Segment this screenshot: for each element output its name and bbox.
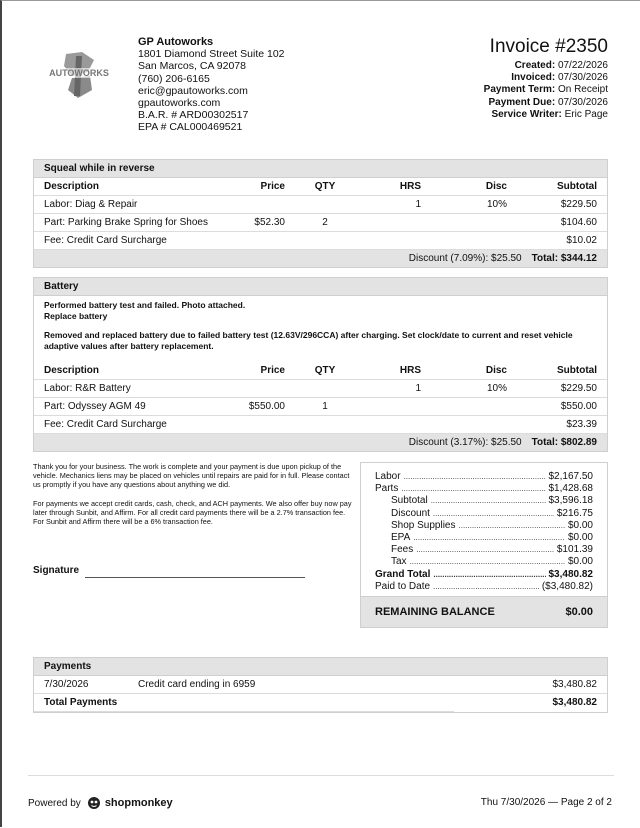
shopmonkey-icon: [87, 796, 101, 810]
terms-text: [33, 462, 353, 535]
remaining-balance: [361, 596, 607, 627]
remaining-balance-value: $0.00: [565, 606, 593, 618]
payment-date: 7/30/2026: [34, 676, 128, 694]
payments-total-row: [34, 694, 607, 712]
shop-address-2: San Marcos, CA 92078: [138, 60, 246, 73]
job-title: Battery: [34, 278, 607, 296]
shop-phone: (760) 206-6165: [138, 72, 210, 85]
job-note: Removed and replaced battery due to failed battery test (12.63V/296CCA) after charging. Set clock/date to current and reset vehicle adaptive values after battery replacement.: [44, 330, 573, 351]
job-total-row: [34, 250, 607, 268]
job-squeal-section: [33, 159, 608, 268]
summary-subtotal: Subtotal ..... $3,596.18: [375, 495, 593, 507]
summary-discount: Discount ..... $216.75: [375, 508, 593, 520]
payments-total-label: Total Payments: [34, 694, 454, 712]
shop-epa-number: EPA # CAL000469521: [138, 121, 243, 134]
terms-paragraph: For payments we accept credit cards, cash, check, and ACH payments. We also offer buy now pay later through Sunbit, and Affirm. For all credit card payments there will be a 2.7% transaction fee. For Sunbit and Affirm there will be a 6% transaction fee.: [33, 498, 352, 527]
payments-table: [34, 676, 607, 712]
table-row: Labor: Diag & Repair 1 10% $229.50: [34, 196, 607, 214]
shop-email: eric@gpautoworks.com: [138, 84, 248, 97]
summary-epa: EPA ..... $0.00: [375, 532, 593, 544]
table-row: Fee: Credit Card Surcharge $10.02: [34, 232, 607, 250]
job-total: Total: $802.89: [531, 437, 597, 448]
job-discount: Discount (7.09%): $25.50: [408, 253, 522, 264]
summary-grand-total: Grand Total ..... $3,480.82: [375, 569, 593, 581]
job-total-row: [34, 434, 607, 452]
job-discount: Discount (3.17%): $25.50: [408, 437, 522, 448]
invoice-created: Created: 07/22/2026: [514, 60, 608, 71]
invoice-payment-term: Payment Term: On Receipt: [483, 84, 608, 96]
powered-by: [28, 796, 173, 810]
summary-parts: Parts ..... $1,428.68: [375, 483, 593, 495]
remaining-balance-label: REMAINING BALANCE: [375, 606, 495, 618]
shop-address-1: 1801 Diamond Street Suite 102: [138, 48, 285, 61]
terms-paragraph: Thank you for your business. The work is complete and your payment is due upon pickup of the vehicle. Mechanics liens may be placed on vehicles until repairs are paid for in full. Please contact us promptly if you have any questions about anything we did.: [33, 462, 350, 490]
payments-total-value: $3,480.82: [552, 697, 597, 709]
invoice-payment-due: Payment Due: 07/30/2026: [488, 96, 608, 108]
invoice-service-writer: Service Writer: Eric Page: [491, 108, 608, 120]
table-row: [34, 676, 607, 694]
invoice-title: Invoice #2350: [489, 36, 608, 57]
shopmonkey-brand: shopmonkey: [104, 797, 173, 809]
shop-info: [138, 36, 285, 134]
autoworks-logo: [42, 50, 116, 100]
table-header-row: Description Price QTY HRS Disc Subtotal: [34, 362, 607, 380]
job-notes: [34, 296, 607, 362]
footer-divider: [28, 775, 614, 776]
job-total: Total: $344.12: [531, 253, 597, 264]
shop-website: gpautoworks.com: [138, 97, 221, 110]
page-indicator: Thu 7/30/2026 — Page 2 of 2: [480, 797, 612, 808]
invoice-header: [484, 36, 608, 121]
table-row: Part: Parking Brake Spring for Shoes $52.30 2 $104.60: [34, 214, 607, 232]
summary-shop-supplies: Shop Supplies ..... $0.00: [375, 520, 593, 532]
invoice-invoiced: Invoiced: 07/30/2026: [511, 72, 608, 84]
signature-label: Signature: [33, 565, 80, 576]
logo-text: AUTOWORKS: [49, 68, 109, 78]
summary-fees: Fees ..... $101.39: [375, 544, 593, 556]
powered-by-label: Powered by: [28, 797, 81, 809]
payment-method: Credit card ending in 6959: [128, 676, 454, 694]
signature-line[interactable]: [85, 577, 305, 578]
table-row: Labor: R&R Battery 1 10% $229.50: [34, 380, 607, 398]
job-battery-section: [33, 277, 608, 452]
job-note: Performed battery test and failed. Photo attached.: [44, 300, 246, 310]
job-items-table: [34, 178, 607, 267]
summary-labor: Labor ..... $2,167.50: [375, 471, 593, 483]
summary-paid-to-date: Paid to Date ..... ($3,480.82): [375, 581, 593, 593]
payment-amount: $3,480.82: [454, 676, 607, 694]
shop-name: GP Autoworks: [138, 36, 214, 48]
shop-bar-number: B.A.R. # ARD00302517: [138, 109, 249, 122]
table-row: Part: Odyssey AGM 49 $550.00 1 $550.00: [34, 398, 607, 416]
table-header-row: Description Price QTY HRS Disc Subtotal: [34, 178, 607, 196]
job-title: Squeal while in reverse: [34, 160, 607, 178]
payments-title: Payments: [34, 658, 607, 676]
summary-tax: Tax ..... $0.00: [375, 556, 593, 568]
job-items-table: [34, 362, 607, 451]
table-row: Fee: Credit Card Surcharge $23.39: [34, 416, 607, 434]
payments-section: [33, 657, 608, 713]
totals-summary: [360, 462, 608, 628]
job-note: Replace battery: [44, 311, 108, 321]
